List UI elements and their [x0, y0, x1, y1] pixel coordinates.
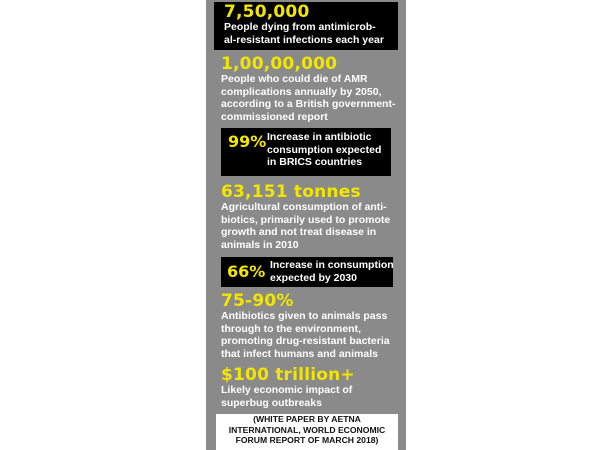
stat-desc-line: expected by 2030: [270, 271, 357, 284]
stat-desc-line: in BRICS countries: [267, 156, 363, 169]
stat-desc-line: that infect humans and animals: [221, 347, 378, 360]
stat-economic-impact: [221, 366, 355, 409]
stat-value: $100 trillion+: [221, 365, 355, 385]
stat-desc-line: biotics, primarily used to promote: [221, 213, 391, 226]
stat-desc-line: superbug outbreaks: [221, 396, 322, 409]
stat-desc-line: Increase in consumption: [270, 259, 394, 271]
stat-desc-line: through to the environment,: [221, 322, 361, 335]
stat-desc-line: Agricultural consumption of anti-: [221, 201, 387, 213]
stat-desc-line: growth and not treat disease in: [221, 226, 377, 239]
stat-value: 99%: [228, 132, 267, 151]
stat-desc-line: consumption expected: [267, 143, 382, 156]
source-note: [216, 414, 398, 450]
source-note-line: (WHITE PAPER BY AETNA: [253, 414, 361, 424]
stat-desc-line: People dying from antimicrob-: [224, 21, 376, 33]
stat-value: 1,00,00,000: [221, 54, 338, 74]
stat-2030: [270, 259, 394, 284]
source-note-line: INTERNATIONAL, WORLD ECONOMIC: [228, 424, 386, 435]
stat-desc-line: al-resistant infections each year: [224, 33, 384, 46]
stat-deaths: [224, 3, 384, 46]
stat-desc-line: animals in 2010: [221, 238, 299, 251]
stat-value: 75-90%: [221, 291, 294, 311]
stat-desc-line: People who could die of AMR: [221, 73, 368, 85]
stat-desc-line: according to a British government-: [221, 98, 396, 111]
stat-desc-line: Increase in antibiotic: [267, 131, 372, 143]
stat-desc-line: promoting drug-resistant bacteria: [221, 335, 390, 348]
stat-desc-line: complications annually by 2050,: [221, 85, 382, 98]
source-note-line: FORUM REPORT OF MARCH 2018): [235, 435, 379, 445]
stat-environment: [221, 292, 390, 360]
stat-agri-consumption: [221, 183, 390, 251]
stat-desc-line: Antibiotics given to animals pass: [221, 310, 388, 322]
stat-desc-line: Likely economic impact of: [221, 384, 353, 396]
stat-value: 63,151 tonnes: [221, 182, 361, 202]
stat-value: 66%: [227, 262, 266, 281]
stat-brics: [267, 131, 381, 169]
stat-value: 7,50,000: [224, 2, 310, 22]
stat-amr-2050: [221, 55, 395, 123]
stat-desc-line: commissioned report: [221, 110, 328, 123]
